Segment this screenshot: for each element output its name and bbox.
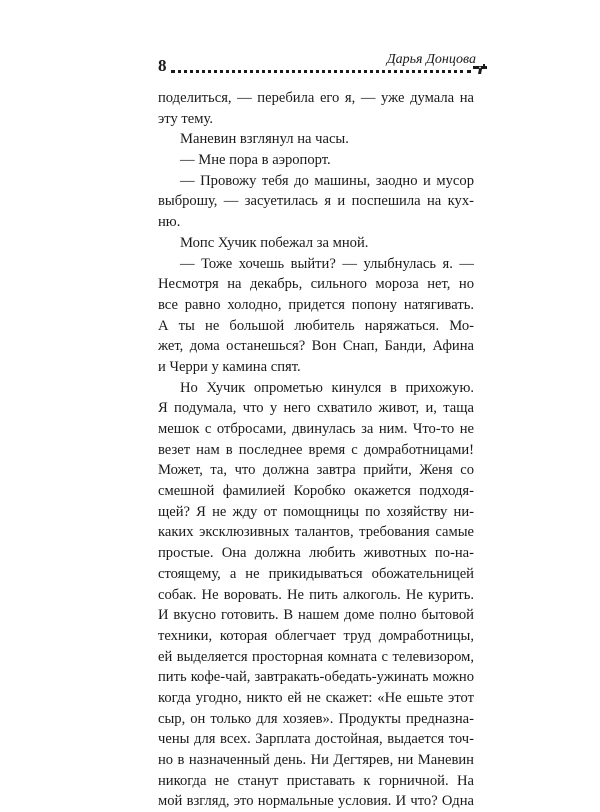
text-line: — Мне пора в аэропорт. <box>180 152 331 169</box>
text-line: Я подумала, что у него схватило живот, и, таща <box>158 400 474 417</box>
text-line: Мопс Хучик побежал за мной. <box>180 234 369 251</box>
text-line: сыр, он только для хозяев». Продукты предназна- <box>158 710 474 727</box>
text-line: — Провожу тебя до машины, заодно и мусор <box>180 172 474 189</box>
text-line: собак. Не воровать. Не пить алкоголь. Не курить. <box>158 586 474 603</box>
text-line: все равно холодно, придется попону натягивать. <box>158 296 474 313</box>
text-line: но в назначенный день. Ни Дегтярев, ни Маневин <box>158 752 474 768</box>
text-line: смешной фамилией Коробко окажется подходя- <box>158 483 474 500</box>
text-line: Может, та, что должна завтра прийти, Женя со <box>158 462 474 479</box>
running-header <box>158 52 488 80</box>
dotted-rule-divider <box>171 70 471 73</box>
text-line: А ты не большой любитель наряжаться. Мо- <box>158 317 474 334</box>
text-line: — Тоже хочешь выйти? — улыбнулась я. — <box>180 255 474 272</box>
text-line: техники, которая облегчает труд домработницы, <box>158 627 474 644</box>
text-line: Несмотря на декабрь, сильного мороза нет, но <box>158 276 474 293</box>
text-line: пить кофе-чай, завтракать-обедать-ужинать можно <box>158 669 474 686</box>
revolver-icon <box>472 60 488 76</box>
text-line: жет, дома останешься? Вон Снап, Банди, Афина <box>158 338 474 355</box>
text-line: стоящему, а не прикидываться обожательницей <box>158 565 474 582</box>
text-line: ню. <box>158 214 181 231</box>
author-name: Дарья Донцова <box>383 52 476 68</box>
text-line: везет нам в последнее время с домработницами! <box>158 441 474 458</box>
text-line: И вкусно готовить. В нашем доме полно бытовой <box>158 607 474 624</box>
text-line: Но Хучик опрометью кинулся в прихожую. <box>180 379 474 396</box>
text-line: поделиться, — перебила его я, — уже думала на <box>158 90 474 106</box>
text-line: каких эксклюзивных талантов, требования самые <box>158 524 474 541</box>
text-line: ей выделяется просторная комната с телевизором, <box>158 648 474 665</box>
text-line: мой взгляд, это нормальные условия. И что? Одна <box>158 793 474 810</box>
text-line: простые. Она должна любить животных по-на- <box>158 545 474 562</box>
text-line: никогда не станут приставать к горничной. На <box>158 772 474 789</box>
page-number: 8 <box>158 56 167 75</box>
text-line: Маневин взглянул на часы. <box>180 131 349 148</box>
text-line: щей? Я не жду от помощницы по хозяйству ни- <box>158 503 474 520</box>
text-line: эту тему. <box>158 110 213 127</box>
text-line: мешок с отбросами, двинулась за ним. Что-то не <box>158 421 474 437</box>
text-line: и Черри у камина спят. <box>158 358 301 375</box>
text-line: выброшу, — засуетилась я и поспешила на кух- <box>158 193 474 210</box>
body-text <box>158 88 474 812</box>
text-line: чены для всех. Зарплата достойная, выдается точ- <box>158 731 474 748</box>
text-line: когда угодно, никто ей не скажет: «Не ешьте этот <box>158 689 474 706</box>
